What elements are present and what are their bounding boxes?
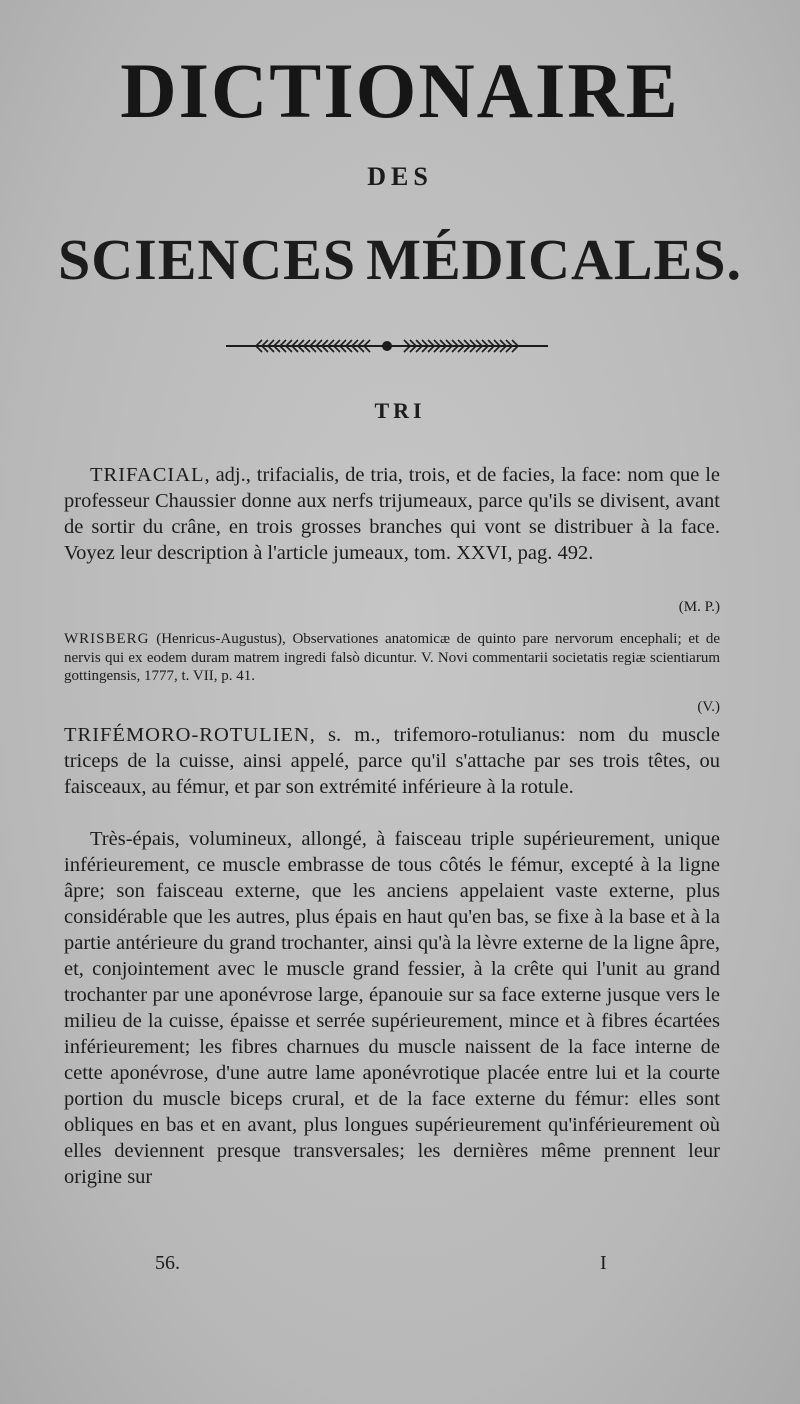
signature-mark: 56. (155, 1252, 180, 1274)
entry-text-trifacial: , adj., trifacialis, de tria, trois, et de facies, la face: nom que le professeur Chaussier donne aux nerfs trijumeaux, parce qu'ils se divisent, avant de sortir du crâne, en trois grosses branches qui vont se distribuer à la face. Voyez leur description à l'article jumeaux, tom. XXVI, pag. 492. (64, 464, 720, 564)
title-word-sciences: SCIENCES (58, 227, 357, 292)
bibliography-name: WRISBERG (64, 631, 150, 647)
bibliography-author: (V.) (697, 699, 720, 715)
entry-trifemoro (64, 722, 720, 800)
entry-trifacial (64, 462, 720, 566)
entry-text-trifemoro: , s. m., trifemoro-rotulianus: nom du muscle triceps de la cuisse, ainsi appelé, parce qu'il s'attache par ses trois têtes, ou faisceaux, au fémur, et par son extrémité inférieure à la rotule. (64, 724, 720, 798)
title-subtitle (58, 226, 742, 293)
entry-term-trifemoro: TRIFÉMORO-ROTULIEN (64, 724, 310, 746)
footer-mark: I (600, 1252, 607, 1274)
bibliography-text: (Henricus-Augustus), Observationes anatomicæ de quinto pare nervorum encephali; et de nervis qui ex eodem duram matrem ingredi falsò dicuntur. V. Novi commentarii societatis regiæ scientiarum gottingensis, 1777, t. VII, p. 41. (64, 631, 721, 684)
entry-trifemoro-paragraph: Très-épais, volumineux, allongé, à faisceau triple supérieurement, unique inférieurement, ce muscle embrasse de tous côtés le fémur, excepté à la ligne âpre; son faisceau externe, que les anciens appelaient vaste externe, plus considérable que les autres, plus épais en haut qu'en bas, se fixe à la base et à la partie antérieure du grand trochanter, ainsi qu'à la lèvre externe de la ligne âpre, et, conjointement avec le muscle grand fessier, à la crête qui l'unit au grand trochanter par une aponévrose large, épanouie sur sa face externe jusque vers le milieu de la cuisse, épaisse et serrée supérieurement, mince et à fibres écartées inférieurement; les fibres charnues du muscle naissent de la face interne de cette aponévrose, d'une autre lame aponévrotique placée entre lui et la courte portion du muscle biceps crural, et de la face externe du fémur: elles sont obliques en bas et en avant, plus longues supérieurement qu'inférieurement où elles deviennent presque transversales; les dernières même prennent leur origine sur (64, 828, 720, 1188)
section-letters: TRI (374, 398, 426, 423)
ornament-rule (226, 336, 548, 356)
page-footer (0, 1252, 800, 1278)
title-main: DICTIONAIRE (120, 47, 680, 134)
bibliography-wrisberg (64, 630, 720, 686)
entry-author-trifacial: (M. P.) (678, 599, 720, 615)
title-des: DES (367, 162, 433, 191)
title-word-medicales: MÉDICALES. (366, 227, 742, 292)
entry-term-trifacial: TRIFACIAL (90, 464, 205, 486)
